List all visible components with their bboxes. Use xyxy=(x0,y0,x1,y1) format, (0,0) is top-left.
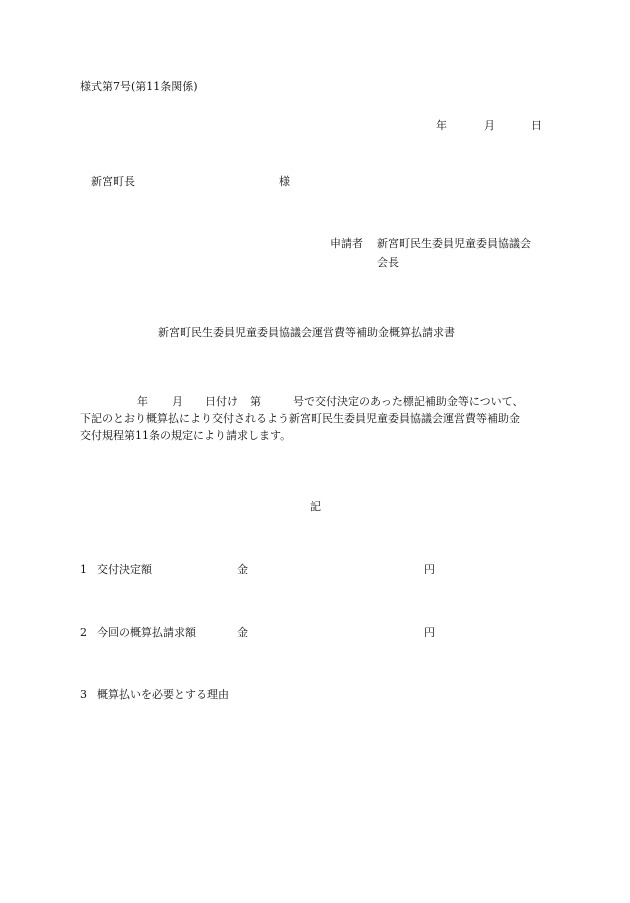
addressee-name: 新宮町長 xyxy=(91,175,135,188)
ki-heading: 記 xyxy=(310,500,321,513)
item-1-yen: 円 xyxy=(424,563,435,576)
body-line-2: 下記のとおり概算払により交付されるよう新宮町民生委員児童委員協議会運営費等補助金 xyxy=(80,412,520,425)
applicant-role: 会長 xyxy=(377,256,399,269)
item-1-number: 1 xyxy=(80,563,87,576)
document-title: 新宮町民生委員児童委員協議会運営費等補助金概算払請求書 xyxy=(158,326,455,339)
applicant-label: 申請者 xyxy=(330,237,363,250)
addressee-honorific: 様 xyxy=(279,175,290,188)
date-month-label: 月 xyxy=(484,119,495,132)
item-1-label: 交付決定額 xyxy=(97,563,152,576)
body-month: 月 xyxy=(172,395,183,408)
item-1-kin: 金 xyxy=(237,563,248,576)
date-year-label: 年 xyxy=(436,119,447,132)
item-2-yen: 円 xyxy=(424,626,435,639)
item-3-number: 3 xyxy=(80,688,87,701)
item-3-label: 概算払いを必要とする理由 xyxy=(97,688,229,701)
body-paragraph xyxy=(80,393,560,444)
body-dated: 日付け xyxy=(205,395,238,408)
item-2-kin: 金 xyxy=(237,626,248,639)
item-2-number: 2 xyxy=(80,626,87,639)
date-day-label: 日 xyxy=(531,119,542,132)
body-line-1 xyxy=(80,393,560,410)
applicant-organization: 新宮町民生委員児童委員協議会 xyxy=(377,237,531,250)
item-2-label: 今回の概算払請求額 xyxy=(97,626,196,639)
body-number-prefix: 第 xyxy=(250,395,261,408)
body-line-1-rest: 号で交付決定のあった標記補助金等について、 xyxy=(293,395,524,408)
body-year: 年 xyxy=(137,395,148,408)
form-number-label: 様式第7号(第11条関係) xyxy=(80,80,198,93)
body-line-3: 交付規程第11条の規定により請求します。 xyxy=(80,429,292,442)
